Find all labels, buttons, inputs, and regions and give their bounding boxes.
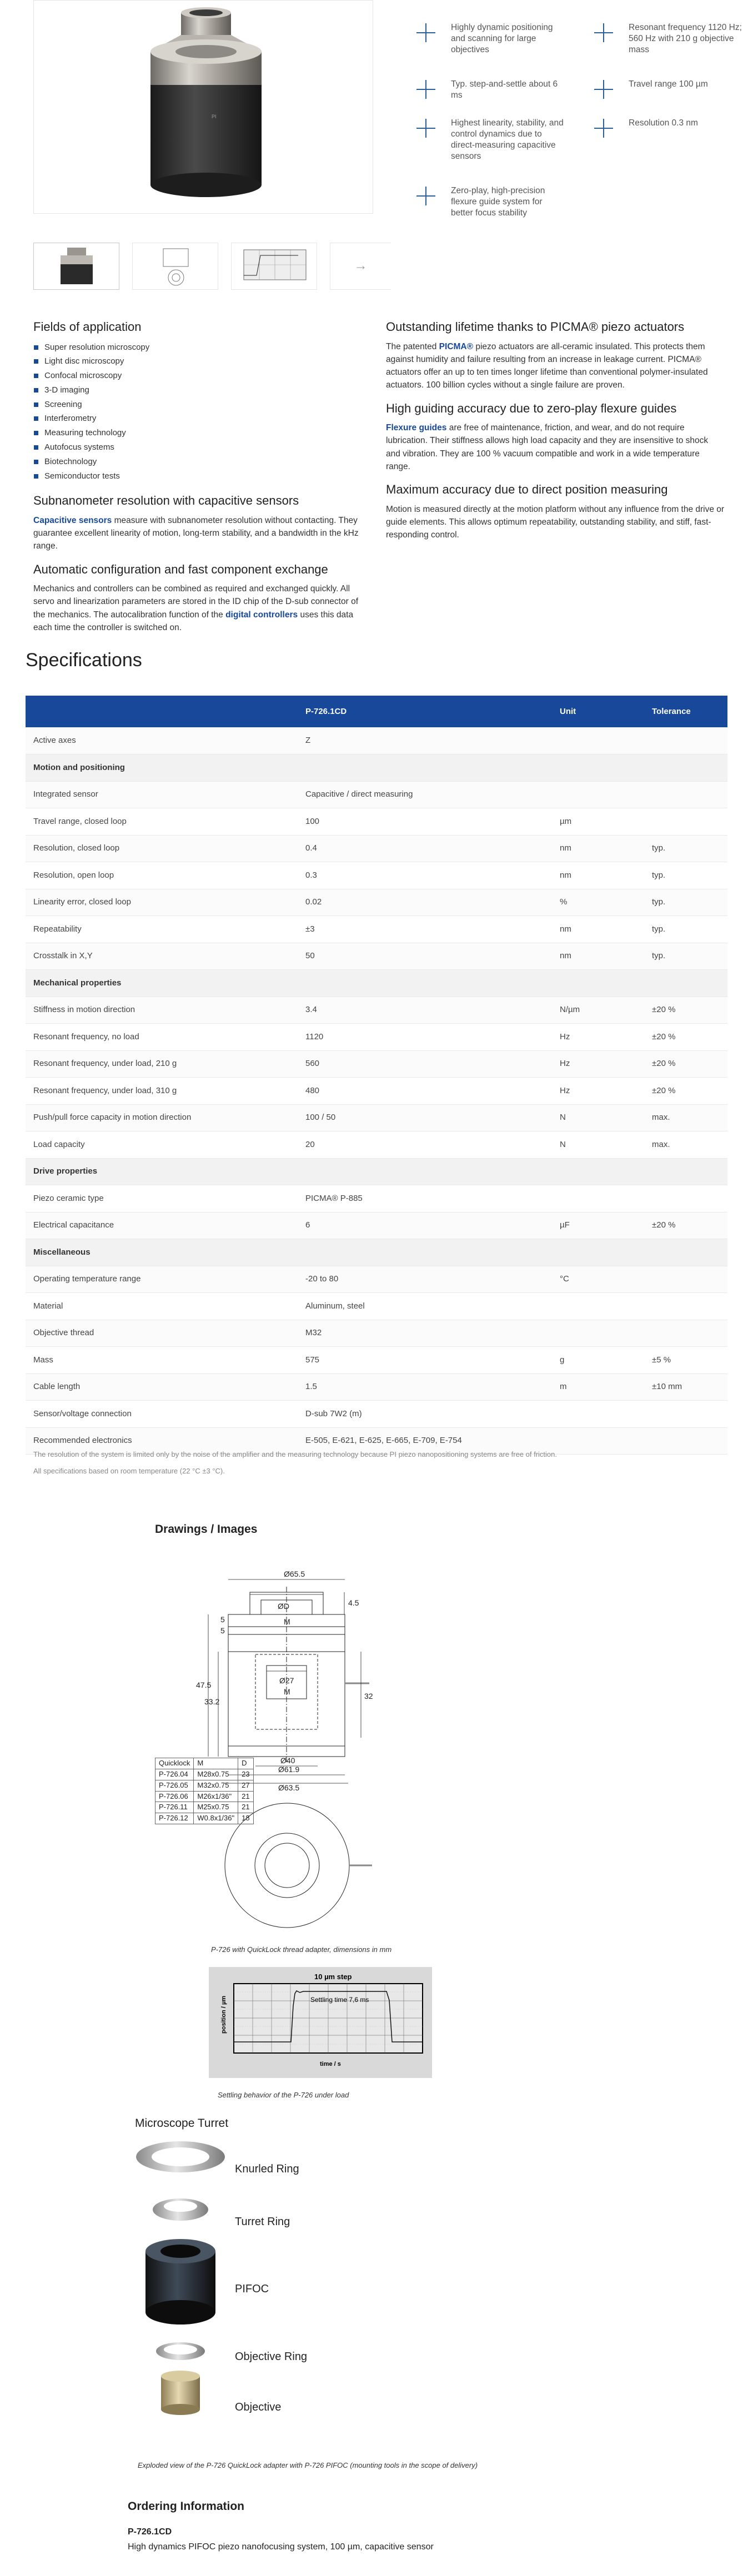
table-cell — [298, 754, 552, 782]
table-cell: Piezo ceramic type — [26, 1185, 298, 1212]
table-cell: Resolution, open loop — [26, 862, 298, 889]
thumbnail-product[interactable] — [33, 243, 119, 290]
plus-icon — [416, 80, 435, 99]
quicklock-cell: M32x0.75 — [194, 1780, 238, 1791]
table-cell: 6 — [298, 1212, 552, 1239]
table-cell — [552, 1320, 644, 1347]
table-cell: ±20 % — [644, 997, 727, 1024]
capacitive-sensors-link[interactable]: Capacitive sensors — [33, 515, 112, 525]
table-cell — [298, 970, 552, 997]
table-cell: Repeatability — [26, 916, 298, 943]
table-cell: Stiffness in motion direction — [26, 997, 298, 1024]
table-cell: Recommended electronics — [26, 1427, 298, 1455]
table-cell: Sensor/voltage connection — [26, 1401, 298, 1428]
quicklock-table — [155, 1758, 254, 1824]
dim-d619: Ø61.9 — [278, 1765, 300, 1774]
thumbnail-drawing[interactable] — [132, 243, 218, 290]
settling-caption: Settling behavior of the P-726 under load — [218, 2091, 349, 2099]
table-cell: PICMA® P-885 — [298, 1185, 552, 1212]
table-cell: D-sub 7W2 (m) — [298, 1401, 552, 1428]
table-row — [26, 1401, 727, 1428]
thumbnail-product-image — [34, 243, 120, 290]
drawing-caption: P-726 with QuickLock thread adapter, dimensions in mm — [211, 1945, 392, 1954]
table-cell: typ. — [644, 889, 727, 916]
table-cell: Drive properties — [26, 1158, 298, 1185]
table-cell: Capacitive / direct measuring — [298, 781, 552, 808]
table-cell: nm — [552, 943, 644, 970]
svg-text:PI: PI — [212, 114, 217, 119]
list-item: 3-D imaging — [33, 383, 372, 398]
table-cell — [644, 727, 727, 754]
list-item: Semiconductor tests — [33, 469, 372, 484]
specifications-body — [26, 727, 727, 1455]
table-cell — [552, 754, 644, 782]
table-cell — [644, 1239, 727, 1266]
table-cell: 50 — [298, 943, 552, 970]
thumbnail-drawing-image — [133, 243, 219, 290]
table-cell: Resonant frequency, no load — [26, 1024, 298, 1051]
table-cell: N — [552, 1104, 644, 1131]
dim-h45: 4.5 — [348, 1598, 359, 1607]
table-row — [26, 1373, 727, 1401]
specifications-table — [26, 696, 727, 1455]
settling-y-label: position / µm — [220, 1995, 227, 2034]
table-header — [26, 696, 298, 727]
table-cell — [552, 1401, 644, 1428]
settling-title: 10 µm step — [314, 1973, 352, 1981]
settling-x-label: time / s — [320, 2061, 341, 2067]
table-cell: Hz — [552, 1078, 644, 1105]
feature-item: Zero-play, high-precision flexure guide system for better focus stability — [416, 185, 566, 219]
quicklock-row — [155, 1769, 254, 1780]
table-cell: 0.4 — [298, 835, 552, 862]
quicklock-row — [155, 1780, 254, 1791]
arrow-right-icon: → — [354, 258, 368, 274]
accuracy-title: Maximum accuracy due to direct position measuring — [386, 482, 668, 496]
table-cell: nm — [552, 862, 644, 889]
part-label-turret-ring: Turret Ring — [235, 2216, 290, 2228]
table-cell: ±10 mm — [644, 1373, 727, 1401]
list-item: Autofocus systems — [33, 440, 372, 455]
dim-h5a: 5 — [220, 1615, 225, 1624]
table-cell — [298, 1239, 552, 1266]
quicklock-cell: 27 — [238, 1780, 253, 1791]
table-header: P-726.1CD — [298, 696, 552, 727]
table-cell: 0.02 — [298, 889, 552, 916]
table-row — [26, 808, 727, 836]
table-cell — [552, 970, 644, 997]
dim-m-top: M — [284, 1617, 290, 1626]
table-row — [26, 1293, 727, 1320]
guiding-text: Flexure guides are free of maintenance, friction, and wear, and do not require lubrication. Their stiffness allows high load capacity and they are insensitive to shock and vibration. They are 100 % vacuum compatible and work in a wide temperature range. — [386, 423, 709, 471]
fields-list — [33, 340, 372, 484]
table-group-row — [26, 1239, 727, 1266]
table-cell: Mechanical properties — [26, 970, 298, 997]
table-cell: Motion and positioning — [26, 754, 298, 782]
table-row — [26, 1050, 727, 1078]
table-header: Tolerance — [644, 696, 727, 727]
flexure-guides-link[interactable]: Flexure guides — [386, 423, 447, 432]
fields-title: Fields of application — [33, 320, 142, 334]
table-cell: N/µm — [552, 997, 644, 1024]
quicklock-cell: M26x1/36" — [194, 1791, 238, 1802]
quicklock-cell: 23 — [238, 1769, 253, 1780]
plus-icon — [416, 187, 435, 205]
table-group-row — [26, 970, 727, 997]
table-cell: 480 — [298, 1078, 552, 1105]
list-item: Confocal microscopy — [33, 369, 372, 383]
accuracy-text: Motion is measured directly at the motion platform without any influence from the drive or guide elements. This allows optimum repeatability, outstanding stability, and stiff, fast-responding control. — [386, 504, 725, 540]
thumbnail-next-button[interactable] — [330, 243, 391, 290]
table-row — [26, 1185, 727, 1212]
dim-d27: Ø27 — [279, 1676, 294, 1685]
quicklock-cell: P-726.05 — [155, 1780, 194, 1791]
table-cell: 560 — [298, 1050, 552, 1078]
table-cell: Electrical capacitance — [26, 1212, 298, 1239]
quicklock-cell: W0.8x1/36" — [194, 1813, 238, 1824]
table-cell: % — [552, 889, 644, 916]
part-label-pifoc: PIFOC — [235, 2283, 269, 2295]
table-cell: Aluminum, steel — [298, 1293, 552, 1320]
dim-h5b: 5 — [220, 1626, 225, 1635]
table-cell — [644, 1401, 727, 1428]
table-row — [26, 781, 727, 808]
quicklock-cell: P-726.06 — [155, 1791, 194, 1802]
subnanometer-text: Capacitive sensors measure with subnanometer resolution without contacting. They guarantee excellent linearity of motion, long-term stability, and a bandwidth in the kHz range. — [33, 515, 359, 551]
quicklock-row — [155, 1758, 254, 1769]
table-cell: Travel range, closed loop — [26, 808, 298, 836]
table-cell: µF — [552, 1212, 644, 1239]
left-column — [33, 319, 372, 634]
table-cell: Objective thread — [26, 1320, 298, 1347]
table-row — [26, 862, 727, 889]
part-label-objective: Objective — [235, 2401, 282, 2413]
table-cell: 20 — [298, 1131, 552, 1159]
exploded-caption: Exploded view of the P-726 QuickLock adapter with P-726 PIFOC (mounting tools in the scope of delivery) — [138, 2461, 478, 2469]
table-cell: max. — [644, 1104, 727, 1131]
table-cell: ±20 % — [644, 1024, 727, 1051]
table-row — [26, 916, 727, 943]
table-cell — [644, 1158, 727, 1185]
table-row — [26, 1104, 727, 1131]
quicklock-cell: M25x0.75 — [194, 1802, 238, 1813]
part-label-objective-ring: Objective Ring — [235, 2351, 308, 2363]
quicklock-cell: P-726.12 — [155, 1813, 194, 1824]
table-cell: ±3 — [298, 916, 552, 943]
table-row — [26, 727, 727, 754]
table-cell — [298, 1158, 552, 1185]
table-group-row — [26, 754, 727, 782]
table-cell: Miscellaneous — [26, 1239, 298, 1266]
table-cell: nm — [552, 835, 644, 862]
table-row — [26, 1024, 727, 1051]
automatic-config-title: Automatic configuration and fast component exchange — [33, 562, 328, 576]
hero-section — [33, 0, 742, 274]
table-row — [26, 1131, 727, 1159]
picma-link[interactable]: PICMA® — [439, 341, 474, 351]
table-cell: 1120 — [298, 1024, 552, 1051]
settling-chart — [209, 1967, 432, 2078]
table-cell: ±20 % — [644, 1212, 727, 1239]
dim-m-mid: M — [284, 1687, 290, 1696]
list-item: Interferometry — [33, 411, 372, 426]
table-cell: typ. — [644, 916, 727, 943]
dim-h32: 32 — [364, 1692, 373, 1700]
table-cell: g — [552, 1347, 644, 1374]
guiding-title: High guiding accuracy due to zero-play flexure guides — [386, 401, 677, 415]
thumbnail-strip — [33, 243, 389, 293]
dim-h475: 47.5 — [196, 1681, 212, 1689]
quicklock-cell: 21 — [238, 1791, 253, 1802]
table-cell — [644, 781, 727, 808]
thumbnail-chart[interactable] — [231, 243, 317, 290]
table-cell: µm — [552, 808, 644, 836]
table-cell: typ. — [644, 835, 727, 862]
table-cell — [552, 1239, 644, 1266]
table-cell — [552, 1293, 644, 1320]
table-cell: M32 — [298, 1320, 552, 1347]
settling-time-label: Settling time 7,6 ms — [310, 1996, 369, 2004]
table-cell: Operating temperature range — [26, 1266, 298, 1293]
table-cell — [552, 727, 644, 754]
table-cell: Load capacity — [26, 1131, 298, 1159]
product-image-frame[interactable] — [33, 0, 373, 214]
dim-dD: ØD — [278, 1602, 289, 1611]
feature-item: Highly dynamic positioning and scanning for large objectives — [416, 22, 566, 56]
table-cell: N — [552, 1131, 644, 1159]
specifications-title: Specifications — [26, 650, 142, 671]
table-cell — [552, 781, 644, 808]
table-cell: ±5 % — [644, 1347, 727, 1374]
ordering-code: P-726.1CD — [128, 2527, 172, 2537]
footnote-resolution: The resolution of the system is limited only by the noise of the amplifier and the measuring technology because PI piezo nanopositioning systems are free of friction. — [33, 1450, 558, 1458]
feature-item: Highest linearity, stability, and control dynamics due to direct-measuring capacitive sensors — [416, 118, 566, 163]
table-cell: 575 — [298, 1347, 552, 1374]
table-row — [26, 1320, 727, 1347]
table-row — [26, 1212, 727, 1239]
lifetime-text: The patented PICMA® piezo actuators are all-ceramic insulated. This protects them against humidity and failure resulting from an increase in leakage current. PICMA® actuators offer an up to ten times longer lifetime than conventional polymer-insulated actuators. 100 billion cycles without a single failure are proven. — [386, 341, 708, 390]
feature-item: Resonant frequency 1120 Hz; 560 Hz with 210 g objective mass — [594, 22, 744, 56]
table-row — [26, 835, 727, 862]
table-cell: max. — [644, 1131, 727, 1159]
list-item: Measuring technology — [33, 426, 372, 440]
table-row — [26, 1266, 727, 1293]
plus-icon — [416, 119, 435, 138]
quicklock-cell: 21 — [238, 1802, 253, 1813]
plus-icon — [416, 23, 435, 42]
quicklock-row — [155, 1813, 254, 1824]
list-item: Screening — [33, 398, 372, 412]
table-row — [26, 889, 727, 916]
table-cell: typ. — [644, 943, 727, 970]
table-cell: Crosstalk in X,Y — [26, 943, 298, 970]
table-header: Unit — [552, 696, 644, 727]
thumbnail-chart-image — [232, 243, 318, 290]
part-label-knurled-ring: Knurled Ring — [235, 2163, 299, 2175]
table-cell: m — [552, 1373, 644, 1401]
quicklock-cell: M — [194, 1758, 238, 1769]
table-cell: 100 — [298, 808, 552, 836]
table-cell — [644, 1185, 727, 1212]
table-cell: Push/pull force capacity in motion direction — [26, 1104, 298, 1131]
table-cell: Cable length — [26, 1373, 298, 1401]
table-row — [26, 1078, 727, 1105]
quicklock-row — [155, 1802, 254, 1813]
quicklock-cell: P-726.11 — [155, 1802, 194, 1813]
lifetime-title: Outstanding lifetime thanks to PICMA® piezo actuators — [386, 320, 685, 334]
dim-d655: Ø65.5 — [284, 1569, 305, 1578]
dim-d40: Ø40 — [280, 1756, 295, 1765]
ordering-description: High dynamics PIFOC piezo nanofocusing system, 100 µm, capacitive sensor — [128, 2542, 434, 2552]
table-row — [26, 1347, 727, 1374]
table-cell: E-505, E-621, E-625, E-665, E-709, E-754 — [298, 1427, 552, 1455]
footnote-temperature: All specifications based on room temperature (22 °C ±3 °C). — [33, 1467, 225, 1475]
table-cell: ±20 % — [644, 1078, 727, 1105]
table-cell: 0.3 — [298, 862, 552, 889]
table-cell: 3.4 — [298, 997, 552, 1024]
quicklock-cell: Quicklock — [155, 1758, 194, 1769]
feature-item: Typ. step-and-settle about 6 ms — [416, 79, 566, 101]
table-cell — [644, 1320, 727, 1347]
quicklock-row — [155, 1791, 254, 1802]
table-cell: ±20 % — [644, 1050, 727, 1078]
table-row — [26, 943, 727, 970]
list-item: Super resolution microscopy — [33, 340, 372, 355]
dimension-drawing — [153, 1538, 464, 1938]
table-cell: -20 to 80 — [298, 1266, 552, 1293]
list-item: Biotechnology — [33, 455, 372, 469]
table-cell: Resonant frequency, under load, 210 g — [26, 1050, 298, 1078]
right-column — [386, 319, 725, 541]
table-cell: 1.5 — [298, 1373, 552, 1401]
table-cell: Hz — [552, 1050, 644, 1078]
table-cell — [552, 1158, 644, 1185]
plus-icon — [594, 80, 613, 99]
product-image — [139, 7, 273, 204]
dim-h332: 33.2 — [204, 1697, 220, 1706]
table-cell — [644, 1427, 727, 1455]
table-cell — [644, 754, 727, 782]
digital-controllers-link[interactable]: digital controllers — [225, 610, 298, 620]
table-cell — [644, 970, 727, 997]
table-cell: nm — [552, 916, 644, 943]
table-cell: typ. — [644, 862, 727, 889]
ordering-title: Ordering Information — [128, 2500, 244, 2513]
drawings-title: Drawings / Images — [155, 1523, 258, 1536]
table-cell: Hz — [552, 1024, 644, 1051]
table-cell: Integrated sensor — [26, 781, 298, 808]
list-item: Light disc microscopy — [33, 354, 372, 369]
table-cell — [552, 1185, 644, 1212]
subnanometer-title: Subnanometer resolution with capacitive sensors — [33, 494, 299, 508]
table-group-row — [26, 1158, 727, 1185]
quicklock-cell: M28x0.75 — [194, 1769, 238, 1780]
table-cell — [644, 808, 727, 836]
plus-icon — [594, 23, 613, 42]
table-cell: Linearity error, closed loop — [26, 889, 298, 916]
feature-item: Travel range 100 µm — [594, 79, 744, 90]
table-cell: Mass — [26, 1347, 298, 1374]
quicklock-cell: P-726.04 — [155, 1769, 194, 1780]
table-cell: °C — [552, 1266, 644, 1293]
table-cell — [644, 1266, 727, 1293]
table-cell — [552, 1427, 644, 1455]
automatic-config-text: Mechanics and controllers can be combined as required and exchanged quickly. All servo and linearization parameters are stored in the ID chip of the D-sub connector of the mechanics. The autocalibration function of the digital controllers uses this data each time the controller is switched on. — [33, 584, 359, 632]
table-cell: Active axes — [26, 727, 298, 754]
quicklock-cell: D — [238, 1758, 253, 1769]
quicklock-cell: 18 — [238, 1813, 253, 1824]
table-cell: Material — [26, 1293, 298, 1320]
table-cell: Z — [298, 727, 552, 754]
table-header-row — [26, 696, 727, 727]
dim-d635: Ø63.5 — [278, 1783, 300, 1792]
table-cell — [644, 1293, 727, 1320]
table-row — [26, 997, 727, 1024]
feature-item: Resolution 0.3 nm — [594, 118, 744, 129]
table-cell: 100 / 50 — [298, 1104, 552, 1131]
turret-title: Microscope Turret — [135, 2117, 229, 2130]
table-cell: Resolution, closed loop — [26, 835, 298, 862]
table-cell: Resonant frequency, under load, 310 g — [26, 1078, 298, 1105]
plus-icon — [594, 119, 613, 138]
exploded-view — [133, 2137, 228, 2448]
